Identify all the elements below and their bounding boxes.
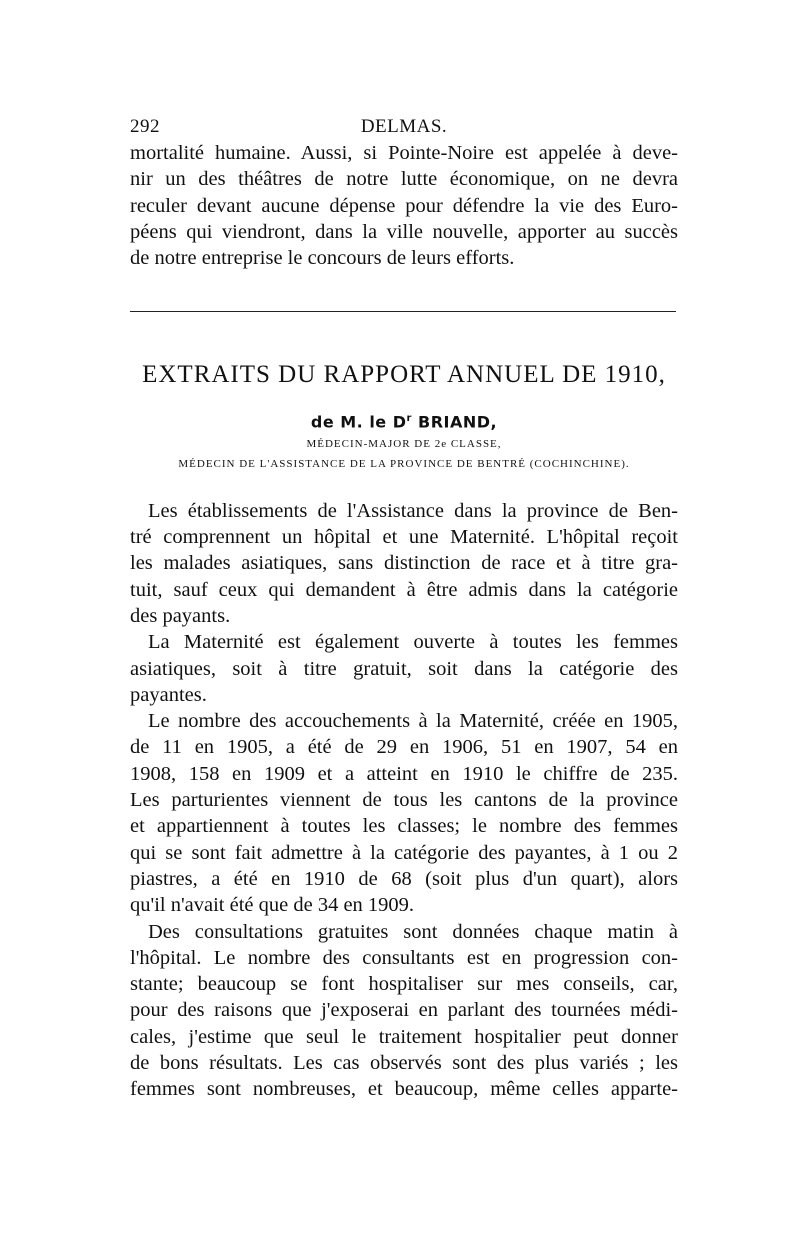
section-divider xyxy=(130,311,676,312)
text-line: mortalité humaine. Aussi, si Pointe-Noire est appelée à deve- xyxy=(130,142,678,164)
text-line: cales, j'estime que seul le traitement hospitalier peut donner xyxy=(130,1025,678,1048)
page-header xyxy=(130,110,678,140)
text-line: asiatiques, soit à titre gratuit, soit dans la catégorie des xyxy=(130,657,678,680)
text-line: reculer devant aucune dépense pour défendre la vie des Euro- xyxy=(130,194,678,217)
page xyxy=(130,110,678,1103)
report-body xyxy=(130,498,678,1103)
author-rank: MÉDECIN-MAJOR DE 2e CLASSE, xyxy=(306,437,502,450)
text-line: La Maternité est également ouverte à toutes les femmes xyxy=(148,631,678,654)
page-number: 292 xyxy=(130,116,160,137)
text-line: 1908, 158 en 1909 et a atteint en 1910 le chiffre de 235. xyxy=(130,762,678,785)
text-line: tuit, sauf ceux qui demandent à être admis dans la catégorie xyxy=(130,578,678,601)
text-line: stante; beaucoup se font hospitaliser sur mes conseils, car, xyxy=(130,973,678,996)
text-line: piastres, a été en 1910 de 68 (soit plus d'un quart), alors xyxy=(130,867,678,890)
text-line: de 11 en 1905, a été de 29 en 1906, 51 en 1907, 54 en xyxy=(130,736,678,759)
text-line: péens qui viendront, dans la ville nouvelle, apporter au succès xyxy=(130,220,678,243)
text-line: de notre entreprise le concours de leurs efforts. xyxy=(130,247,515,270)
text-line: les malades asiatiques, sans distinction de race et à titre gra- xyxy=(130,552,678,575)
author-sup: r xyxy=(406,413,412,425)
author-prefix: de M. le D xyxy=(310,412,407,432)
text-line: nir un des théâtres de notre lutte économique, on ne devra xyxy=(130,168,678,191)
author-post: MÉDECIN DE L'ASSISTANCE DE LA PROVINCE DE BENTRÉ (COCHINCHINE). xyxy=(178,457,630,470)
author-line xyxy=(130,408,678,433)
author-name: BRIAND, xyxy=(411,412,498,432)
text-line: payantes. xyxy=(130,683,207,706)
text-line: Les parturientes viennent de tous les cantons de la province xyxy=(130,789,678,812)
text-line: qu'il n'avait été que de 34 en 1909. xyxy=(130,894,415,917)
text-line: et appartiennent à toutes les classes; le nombre des femmes xyxy=(130,815,678,838)
running-title: DELMAS. xyxy=(360,116,448,137)
text-line: de bons résultats. Les cas observés sont des plus variés ; les xyxy=(130,1052,678,1075)
text-line: Les établissements de l'Assistance dans la province de Ben- xyxy=(148,499,678,522)
text-line: Le nombre des accouchements à la Maternité, créée en 1905, xyxy=(148,710,678,733)
section-title: EXTRAITS DU RAPPORT ANNUEL DE 1910, xyxy=(142,361,666,389)
intro-paragraph xyxy=(130,140,678,271)
text-line: femmes sont nombreuses, et beaucoup, même celles apparte- xyxy=(130,1078,678,1101)
text-line: tré comprennent un hôpital et une Maternité. L'hôpital reçoit xyxy=(130,526,678,549)
text-line: qui se sont fait admettre à la catégorie des payantes, à 1 ou 2 xyxy=(130,841,678,864)
text-line: Des consultations gratuites sont données chaque matin à xyxy=(148,920,678,943)
text-line: pour des raisons que j'exposerai en parlant des tournées médi- xyxy=(130,999,678,1022)
text-line: des payants. xyxy=(130,605,231,627)
text-line: l'hôpital. Le nombre des consultants est en progression con- xyxy=(130,946,678,969)
